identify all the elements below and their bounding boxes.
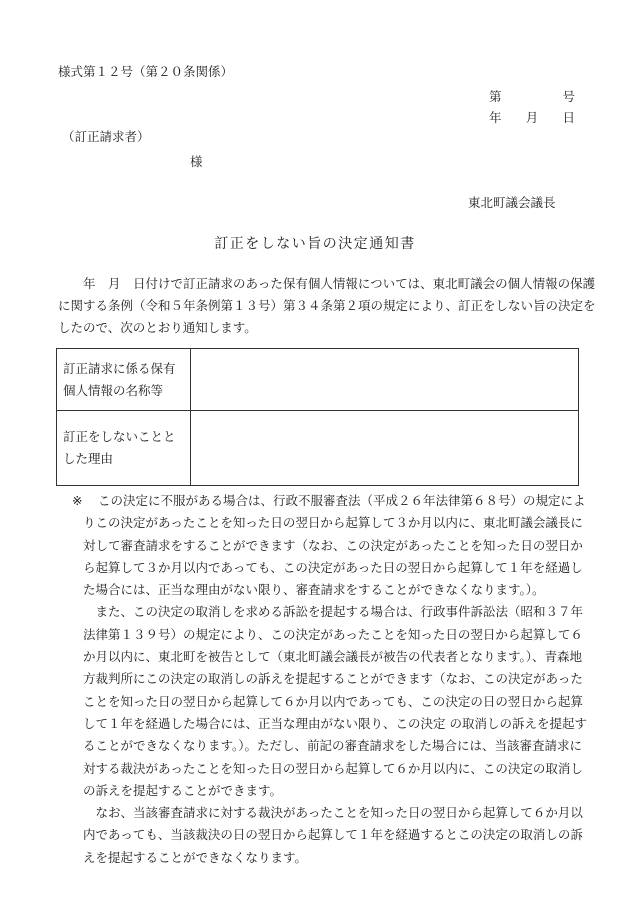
date-month: 月 xyxy=(525,110,539,125)
note-line: た場合には、正当な理由がない限り、審査請求をすることができなくなります。）。 xyxy=(83,582,545,598)
note-line: して１年を経過した場合には、正当な理由がない限り、この決定 の取消しの訴えを提起す xyxy=(83,715,587,731)
date-day: 日 xyxy=(562,110,575,125)
note-line: の訴えを提起することができます。 xyxy=(83,782,283,798)
row-value-info-name[interactable] xyxy=(191,349,579,411)
note-line: 対して審査請求をすることができます（なお、この決定があったことを知った日の翌日か xyxy=(83,537,583,553)
note-line: 方裁判所にこの決定の取消しの訴えを提起することができます（なお、この決定があった xyxy=(83,671,583,687)
table-row xyxy=(57,349,579,411)
form-number: 様式第１２号（第２０条関係） xyxy=(58,64,234,79)
document-date xyxy=(489,108,575,126)
note-first-block xyxy=(58,490,586,512)
document-number-suffix: 号 xyxy=(562,89,575,104)
table-row xyxy=(57,411,579,486)
date-year: 年 xyxy=(489,110,502,125)
note-line: ら起算して３か月以内であっても、この決定があった日の翌日から起算して１年を経過し xyxy=(83,559,583,575)
note-line: なお、当該審査請求に対する裁決があったことを知った日の翌日から起算して６か月以 xyxy=(83,805,583,821)
recipient-honorific: 様 xyxy=(190,154,203,169)
info-table xyxy=(56,348,579,486)
row-value-reason[interactable] xyxy=(191,411,579,486)
label-line: 個人情報の名称等 xyxy=(63,382,164,398)
note-line: また、この決定の取消しを求める訴訟を提起する場合は、行政事件訴訟法（昭和３７年 xyxy=(83,604,584,620)
body-line: 年 月 日付けで訂正請求のあった保有個人情報については、東北町議会の個人情報の保護 xyxy=(58,276,596,291)
label-line: 訂正請求に係る保有 xyxy=(63,360,176,376)
document-number xyxy=(489,87,575,105)
sender-name: 東北町議会議長 xyxy=(468,195,556,210)
note-line: 内であっても、当該裁決の日の翌日から起算して１年を経過するとこの決定の取消しの訴 xyxy=(83,827,583,843)
note-line: 対する裁決があったことを知った日の翌日から起算して６か月以内に、この決定の取消し xyxy=(83,760,583,776)
note-line: りこの決定があったことを知った日の翌日から起算して３か月以内に、東北町議会議長に xyxy=(83,515,583,531)
recipient-label: （訂正請求者） xyxy=(62,129,150,144)
row-label-reason xyxy=(57,411,191,486)
body-line: したので、次のとおり通知します。 xyxy=(58,320,257,335)
body-line: に関する条例（令和５年条例第１３号）第３４条第２項の規定により、訂正をしない旨の決定を xyxy=(58,298,596,313)
note-mark: ※ xyxy=(72,493,83,508)
note-line: 法律第１３９号）の規定により、この決定があったことを知った日の翌日から起算して６ xyxy=(83,626,583,642)
note-line: ることができなくなります。）。ただし、前記の審査請求をした場合には、当該審査請求に xyxy=(83,738,583,754)
note-line: か月以内に、東北町を被告として（東北町議会議長が被告の代表者となります。）、青森地 xyxy=(83,649,583,665)
note-line: ことを知った日の翌日から起算して６か月以内であっても、この決定の日の翌日から起算 xyxy=(83,693,583,709)
document-number-prefix: 第 xyxy=(489,89,502,104)
note-body xyxy=(58,512,587,869)
note-line: この決定に不服がある場合は、行政不服審査法（平成２６年法律第６８号）の規定によ xyxy=(98,493,586,508)
row-label-info-name xyxy=(57,349,191,411)
body-paragraph xyxy=(58,273,596,339)
document-title: 訂正をしない旨の決定通知書 xyxy=(214,236,416,252)
note-line: えを提起することができなくなります。 xyxy=(83,849,308,865)
remarks-note xyxy=(58,490,587,869)
label-line: した理由 xyxy=(63,451,114,466)
label-line: 訂正をしないことと xyxy=(63,429,176,444)
